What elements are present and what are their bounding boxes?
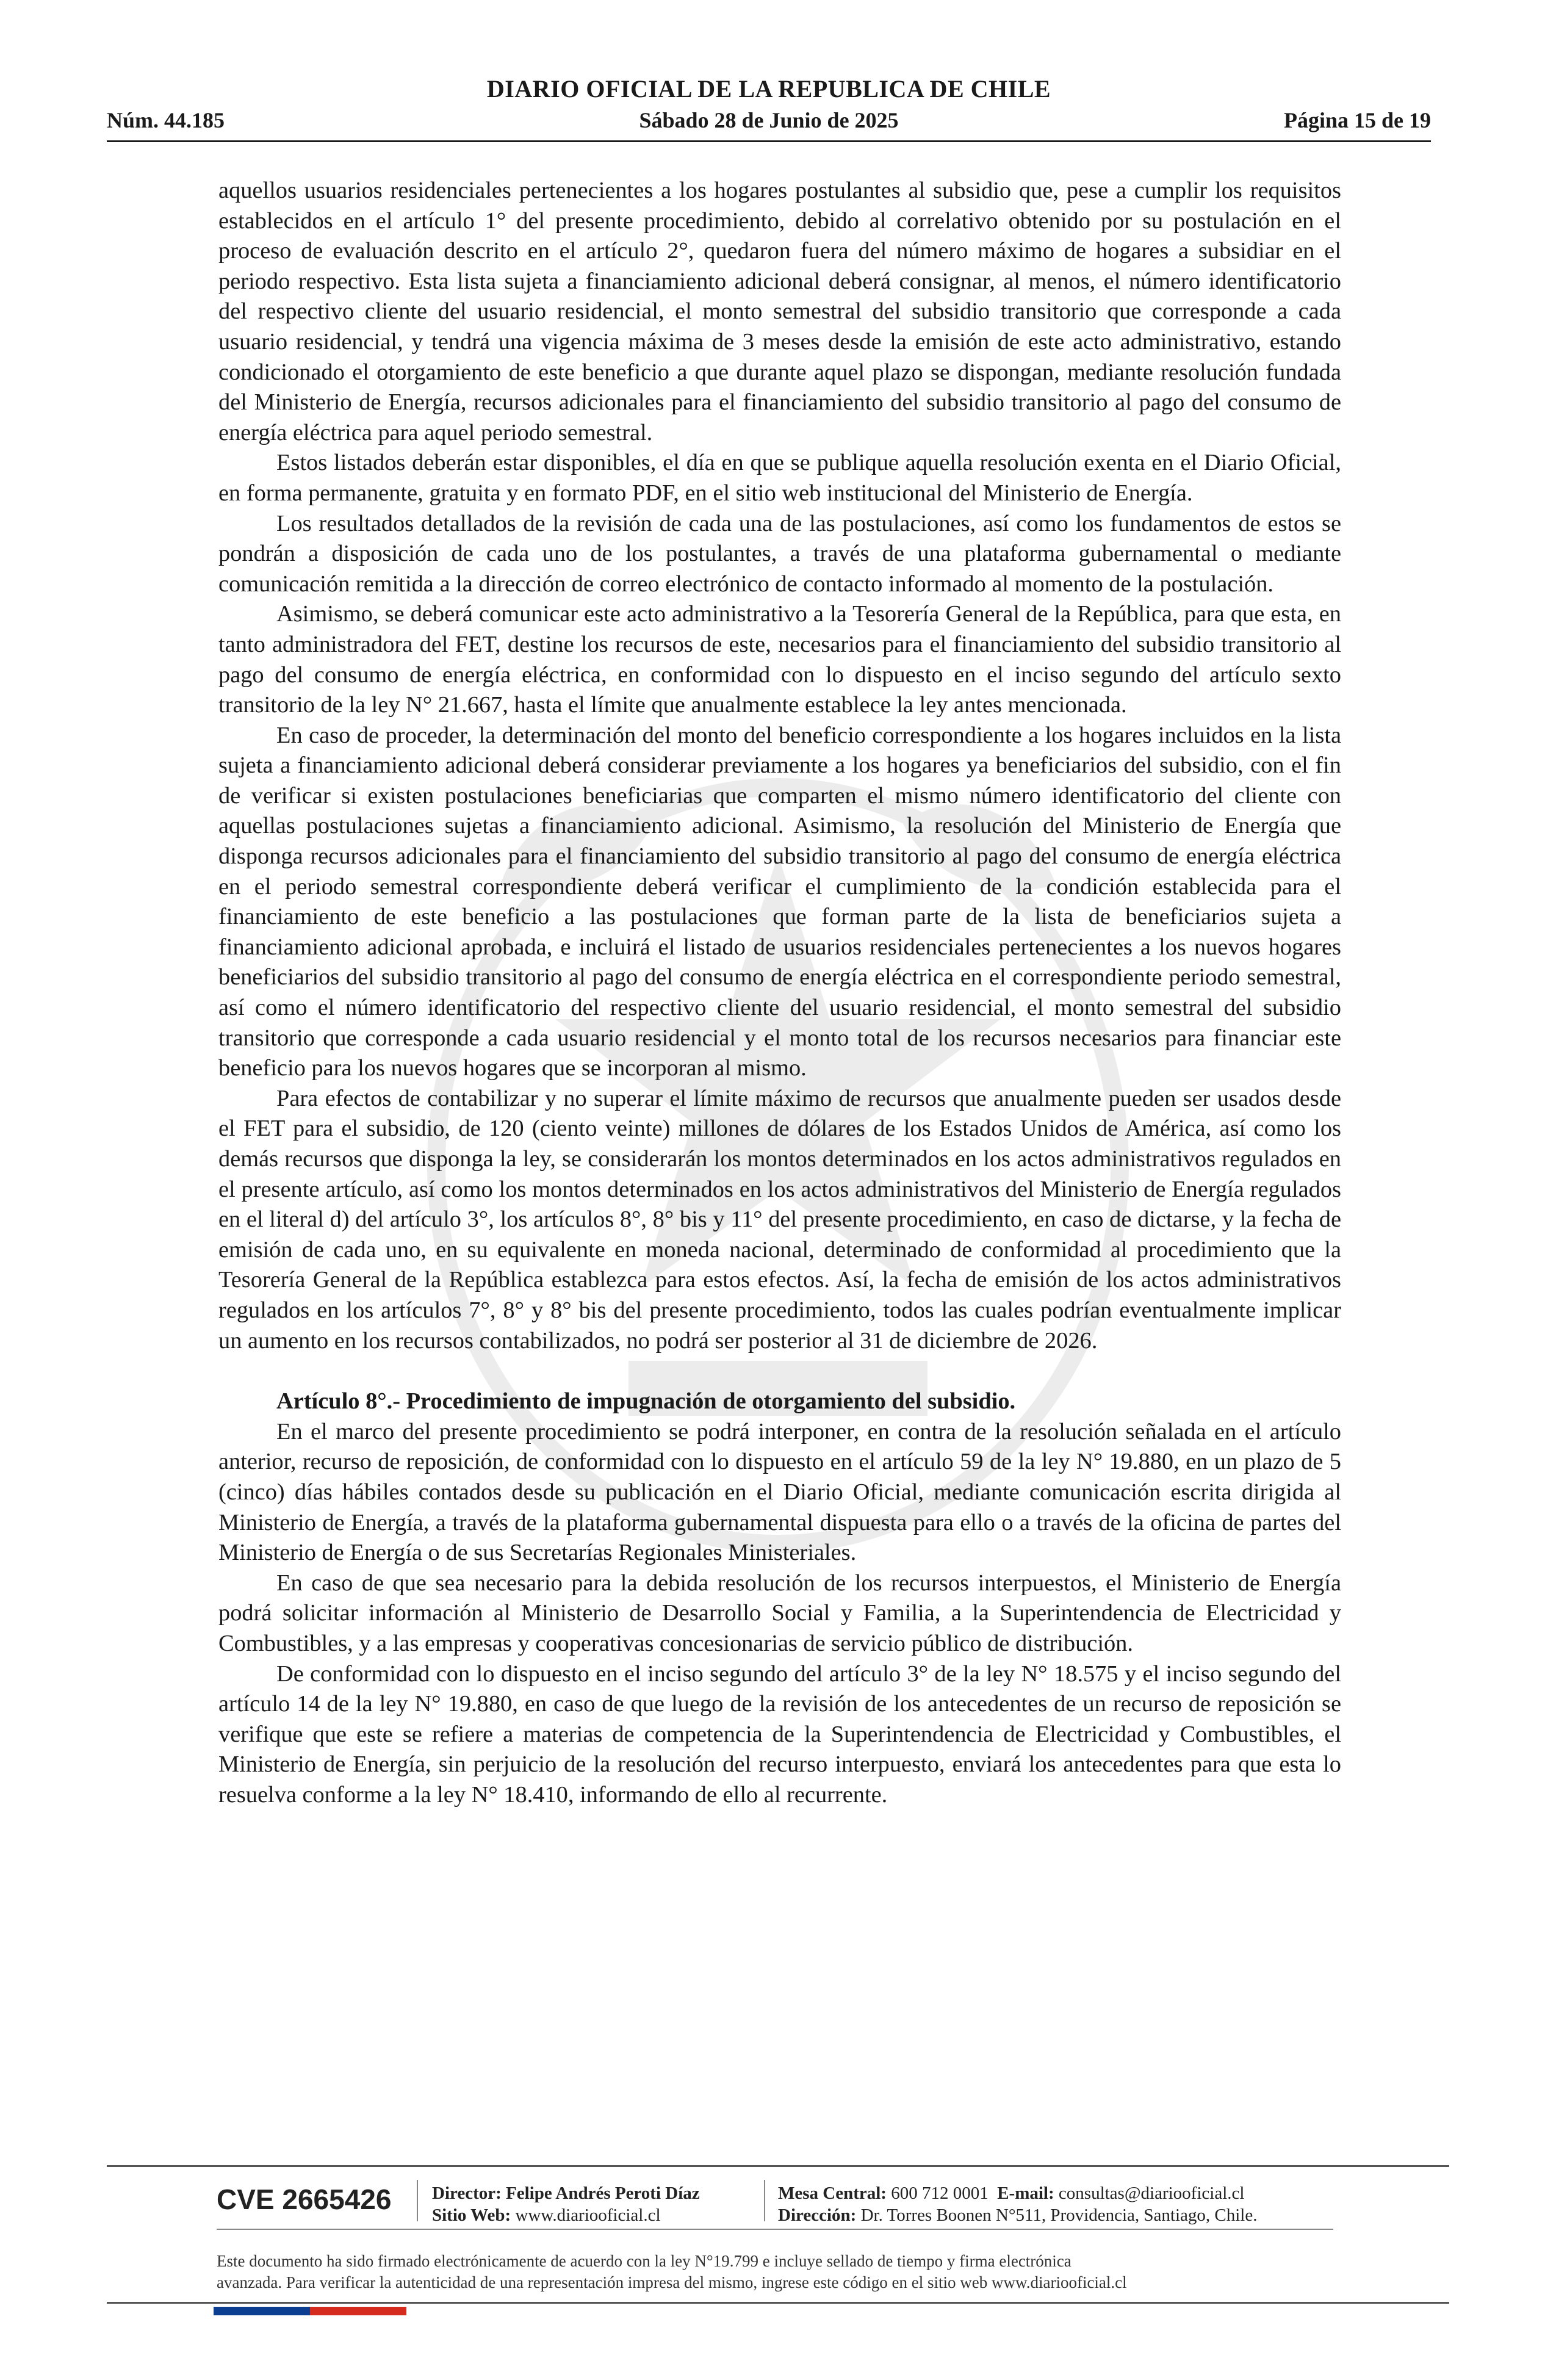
legal-notice: [217, 2251, 1376, 2293]
page-header: [107, 74, 1431, 145]
flag-stripe: [214, 2307, 406, 2315]
body-paragraph: En caso de proceder, la determinación del monto del beneficio correspondiente a los hogares incluidos en la lista sujeta a financiamiento adicional deberá considerar previamente a los hogares ya beneficiarios del subsidio, con el fin de verificar si existen postulaciones beneficiarias que comparten el mismo número identificatorio del cliente con aquellas postulaciones sujetas a financiamiento adicional. Asimismo, la resolución del Ministerio de Energía que disponga recursos adicionales para el financiamiento del subsidio transitorio al pago del consumo de energía eléctrica en el periodo semestral correspondiente deberá verificar el cumplimiento de la condición establecida para el financiamiento de este beneficio a las postulaciones que forman parte de la lista de beneficiarios sujeta a financiamiento adicional aprobada, e incluirá el listado de usuarios residenciales pertenecientes a los nuevos hogares beneficiarios del subsidio transitorio al pago del consumo de energía eléctrica en el correspondiente periodo semestral, así como el número identificatorio del respectivo cliente del usuario residencial, el monto semestral del subsidio transitorio que corresponde a cada usuario residencial y el monto total de los recursos necesarios para financiar este beneficio para los nuevos hogares que se incorporan al mismo.: [218, 722, 1341, 1081]
article-paragraph: De conformidad con lo dispuesto en el inciso segundo del artículo 3° de la ley N° 18.575 y el inciso segundo del artículo 14 de la ley N° 19.880, en caso de que luego de la revisión de los antecedentes de un recurso de reposición se verifique que este se refiere a materias de competencia de la Superintendencia de Electricidad y Combustibles, el Ministerio de Energía, sin perjuicio de la resolución del recurso interpuesto, enviará los antecedentes para que esta lo resuelva conforme a la ley N° 18.410, informando de ello al recurrente.: [218, 1661, 1341, 1808]
legal-notice-line: avanzada. Para verificar la autenticidad de una representación impresa del mismo, ingrese este código en el sitio web www.diariooficial.cl: [217, 2273, 1127, 2292]
body-paragraph: Estos listados deberán estar disponibles, el día en que se publique aquella resolución exenta en el Diario Oficial, en forma permanente, gratuita y en formato PDF, en el sitio web institucional del Ministerio de Energía.: [218, 450, 1341, 506]
website-label: Sitio Web:: [432, 2205, 511, 2225]
director-label: Director:: [432, 2183, 502, 2203]
phone-value: 600 712 0001: [891, 2183, 989, 2203]
footer-divider-bottom: [107, 2302, 1449, 2304]
newspaper-title: DIARIO OFICIAL DE LA REPUBLICA DE CHILE: [486, 75, 1051, 103]
article-heading: Artículo 8°.- Procedimiento de impugnación de otorgamiento del subsidio.: [276, 1388, 1016, 1415]
body-paragraph: Para efectos de contabilizar y no superar el límite máximo de recursos que anualmente pueden ser usados desde el FET para el subsidio, de 120 (ciento veinte) millones de dólares de los Estados Unidos de América, así como los demás recursos que disponga la ley, se considerarán los montos determinados en los actos administrativos regulados en el presente artículo, así como los montos determinados en los actos administrativos del Ministerio de Energía regulados en el literal d) del artículo 3°, los artículos 8°, 8° bis y 11° del presente procedimiento, en caso de dictarse, y la fecha de emisión de cada uno, en su equivalente en moneda nacional, determinado de conformidad al procedimiento que la Tesorería General de la República establezca para estos efectos. Así, la fecha de emisión de los actos administrativos regulados en los artículos 7°, 8° y 8° bis del presente procedimiento, todos las cuales podrían eventualmente implicar un aumento en los recursos contabilizados, no podrá ser posterior al 31 de diciembre de 2026.: [218, 1085, 1341, 1354]
header-divider: [107, 140, 1431, 142]
footer-divider-top: [107, 2165, 1449, 2167]
footer-separator: [764, 2180, 765, 2221]
email-link[interactable]: consultas@diariooficial.cl: [1058, 2183, 1245, 2203]
flag-stripe-red: [310, 2307, 406, 2315]
address-value: Dr. Torres Boonen N°511, Providencia, Santiago, Chile.: [860, 2205, 1258, 2225]
footer-contact-block: [778, 2182, 1257, 2226]
document-body: [218, 176, 1341, 1810]
body-paragraph: Asimismo, se deberá comunicar este acto administrativo a la Tesorería General de la República, para que esta, en tanto administradora del FET, destine los recursos de este, necesarios para el financiamiento del subsidio transitorio al pago del consumo de energía eléctrica, en conformidad con lo dispuesto en el inciso segundo del artículo sexto transitorio de la ley N° 21.667, hasta el límite que anualmente establece la ley antes mencionada.: [218, 601, 1341, 718]
website-link[interactable]: www.diariooficial.cl: [515, 2205, 661, 2225]
legal-notice-line: Este documento ha sido firmado electrónicamente de acuerdo con la ley N°19.799 e incluye sellado de tiempo y firma electrónica: [217, 2252, 1072, 2270]
article-paragraph: En caso de que sea necesario para la debida resolución de los recursos interpuestos, el Ministerio de Energía podrá solicitar información al Ministerio de Desarrollo Social y Familia, a la Superintendencia de Electricidad y Combustibles, y a las empresas y cooperativas concesionarias de servicio público de distribución.: [218, 1570, 1341, 1656]
address-label: Dirección:: [778, 2205, 857, 2225]
email-label: E-mail:: [997, 2183, 1054, 2203]
footer-director-block: [432, 2182, 700, 2226]
director-name: Felipe Andrés Peroti Díaz: [506, 2183, 700, 2203]
footer-divider-mid: [217, 2229, 1333, 2230]
footer-separator: [417, 2180, 418, 2221]
cve-code: CVE 2665426: [217, 2183, 392, 2215]
page-number: Página 15 de 19: [1283, 108, 1431, 132]
body-paragraph: aquellos usuarios residenciales pertenecientes a los hogares postulantes al subsidio que, pese a cumplir los requisitos establecidos en el artículo 1° del presente procedimiento, debido al correlativo obtenido por su postulación en el proceso de evaluación descrito en el artículo 2°, quedaron fuera del número máximo de hogares a subsidiar en el periodo respectivo. Esta lista sujeta a financiamiento adicional deberá consignar, al menos, el número identificatorio del respectivo cliente del usuario residencial, el monto semestral del subsidio transitorio que corresponde a cada usuario residencial, y tendrá una vigencia máxima de 3 meses desde la emisión de este acto administrativo, estando condicionado el otorgamiento de este beneficio a que durante aquel plazo se dispongan, mediante resolución fundada del Ministerio de Energía, recursos adicionales para el financiamiento del subsidio transitorio al pago del consumo de energía eléctrica para aquel periodo semestral.: [218, 178, 1341, 445]
article-paragraph: En el marco del presente procedimiento se podrá interponer, en contra de la resolución señalada en el artículo anterior, recurso de reposición, de conformidad con lo dispuesto en el artículo 59 de la ley N° 19.880, en un plazo de 5 (cinco) días hábiles contados desde su publicación en el Diario Oficial, mediante comunicación escrita dirigida al Ministerio de Energía, a través de la plataforma gubernamental dispuesta para ello o a través de la oficina de partes del Ministerio de Energía o de sus Secretarías Regionales Ministeriales.: [218, 1418, 1341, 1566]
phone-label: Mesa Central:: [778, 2183, 887, 2203]
flag-stripe-blue: [214, 2307, 310, 2315]
issue-number: Núm. 44.185: [107, 108, 225, 132]
body-paragraph: Los resultados detallados de la revisión de cada una de las postulaciones, así como los fundamentos de estos se pondrán a disposición de cada uno de los postulantes, a través de una plataforma gubernamental o mediante comunicación remitida a la dirección de correo electrónico de contacto informado al momento de la postulación.: [218, 510, 1341, 597]
issue-date: Sábado 28 de Junio de 2025: [639, 108, 899, 132]
